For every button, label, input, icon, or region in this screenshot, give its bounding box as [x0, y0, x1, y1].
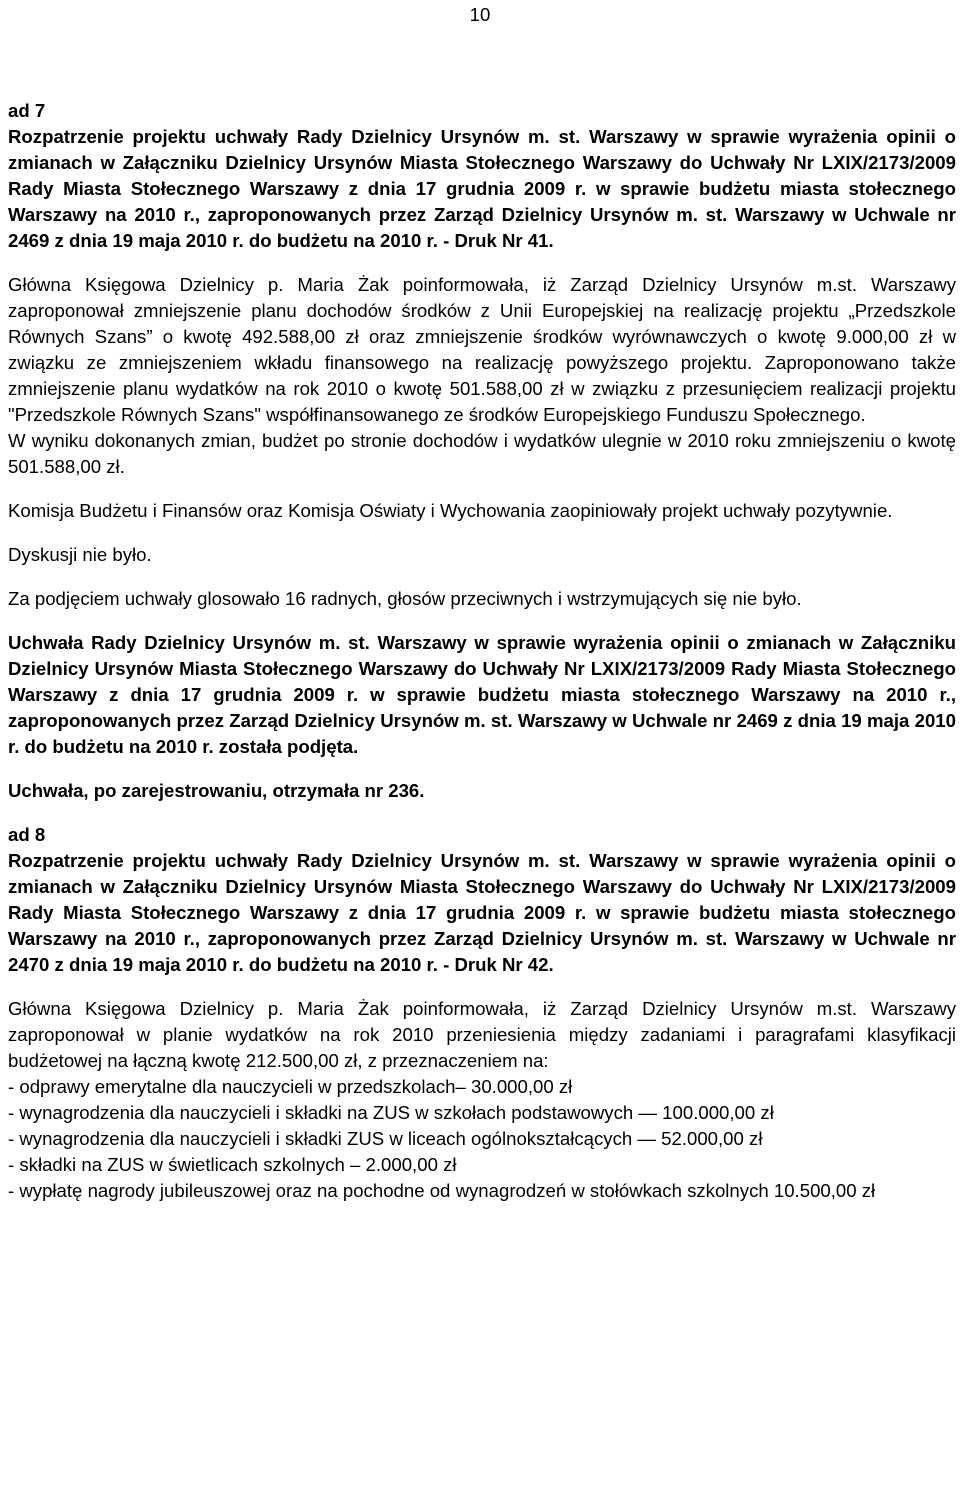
paragraph: Główna Księgowa Dzielnicy p. Maria Żak poinformowała, iż Zarząd Dzielnicy Ursynów m.st. Warszawy zaproponował zmniejszenie planu dochodów środków z Unii Europejskiej na realizację projektu „Przedszkole Równych Szans” o kwotę 492.588,00 zł oraz zmniejszenie środków wyrównawczych o kwotę 9.000,00 zł w związku ze zmniejszeniem wkładu finansowego na realizację powyższego projektu. Zaproponowano także zmniejszenie planu wydatków na rok 2010 o kwotę 501.588,00 zł w związku z przesunięciem realizacji projektu "Przedszkole Równych Szans" współfinansowanego ze środków Europejskiego Funduszu Społecznego.: [8, 274, 956, 425]
paragraph: W wyniku dokonanych zmian, budżet po stronie dochodów i wydatków ulegnie w 2010 roku zmniejszeniu o kwotę 501.588,00 zł.: [8, 430, 956, 477]
paragraph: Dyskusji nie było.: [8, 544, 152, 565]
resolution-statement: Uchwała Rady Dzielnicy Ursynów m. st. Warszawy w sprawie wyrażenia opinii o zmianach w Załączniku Dzielnicy Ursynów Miasta Stołecznego Warszawy do Uchwały Nr LXIX/2173/2009 Rady Miasta Stołecznego Warszawy z dnia 17 grudnia 2009 r. w sprawie budżetu miasta stołecznego Warszawy na 2010 r., zaproponowanych przez Zarząd Dzielnicy Ursynów m. st. Warszawy w Uchwale nr 2469 z dnia 19 maja 2010 r. do budżetu na 2010 r. została podjęta.: [8, 632, 956, 757]
resolution-registration: Uchwała, po zarejestrowaniu, otrzymała nr 236.: [8, 780, 425, 801]
vote-result: Za podjęciem uchwały glosowało 16 radnych, głosów przeciwnych i wstrzymujących się nie było.: [8, 588, 802, 609]
agenda-item-title: Rozpatrzenie projektu uchwały Rady Dzielnicy Ursynów m. st. Warszawy w sprawie wyrażenia opinii o zmianach w Załączniku Dzielnicy Ursynów Miasta Stołecznego Warszawy do Uchwały Nr LXIX/2173/2009 Rady Miasta Stołecznego Warszawy z dnia 17 grudnia 2009 r. w sprawie budżetu miasta stołecznego Warszawy na 2010 r., zaproponowanych przez Zarząd Dzielnicy Ursynów m. st. Warszawy w Uchwale nr 2469 z dnia 19 maja 2010 r. do budżetu na 2010 r. - Druk Nr 41.: [8, 126, 956, 251]
paragraph: Komisja Budżetu i Finansów oraz Komisja Oświaty i Wychowania zaopiniowały projekt uchwały pozytywnie.: [8, 500, 893, 521]
list-item: - składki na ZUS w świetlicach szkolnych – 2.000,00 zł: [8, 1154, 457, 1175]
document-body: [8, 98, 956, 1204]
page-number: 10: [469, 4, 491, 25]
list-item: - wypłatę nagrody jubileuszowej oraz na pochodne od wynagrodzeń w stołówkach szkolnych 10.500,00 zł: [8, 1180, 876, 1201]
section-ad7: [8, 98, 956, 804]
list-item: - wynagrodzenia dla nauczycieli i składki na ZUS w szkołach podstawowych — 100.000,00 zł: [8, 1102, 774, 1123]
section-heading: ad 8: [8, 824, 46, 845]
paragraph: Główna Księgowa Dzielnicy p. Maria Żak poinformowała, iż Zarząd Dzielnicy Ursynów m.st. Warszawy zaproponował w planie wydatków na rok 2010 przeniesienia między zadaniami i paragrafami klasyfikacji budżetowej na łączną kwotę 212.500,00 zł, z przeznaczeniem na:: [8, 998, 956, 1071]
agenda-item-title: Rozpatrzenie projektu uchwały Rady Dzielnicy Ursynów m. st. Warszawy w sprawie wyrażenia opinii o zmianach w Załączniku Dzielnicy Ursynów Miasta Stołecznego Warszawy do Uchwały Nr LXIX/2173/2009 Rady Miasta Stołecznego Warszawy z dnia 17 grudnia 2009 r. w sprawie budżetu miasta stołecznego Warszawy na 2010 r., zaproponowanych przez Zarząd Dzielnicy Ursynów m. st. Warszawy w Uchwale nr 2470 z dnia 19 maja 2010 r. do budżetu na 2010 r. - Druk Nr 42.: [8, 850, 956, 975]
list-item: - wynagrodzenia dla nauczycieli i składki ZUS w liceach ogólnokształcących — 52.000,00 zł: [8, 1128, 763, 1149]
list-item: - odprawy emerytalne dla nauczycieli w przedszkolach– 30.000,00 zł: [8, 1076, 573, 1097]
section-heading: ad 7: [8, 100, 46, 121]
section-ad8: [8, 822, 956, 1204]
